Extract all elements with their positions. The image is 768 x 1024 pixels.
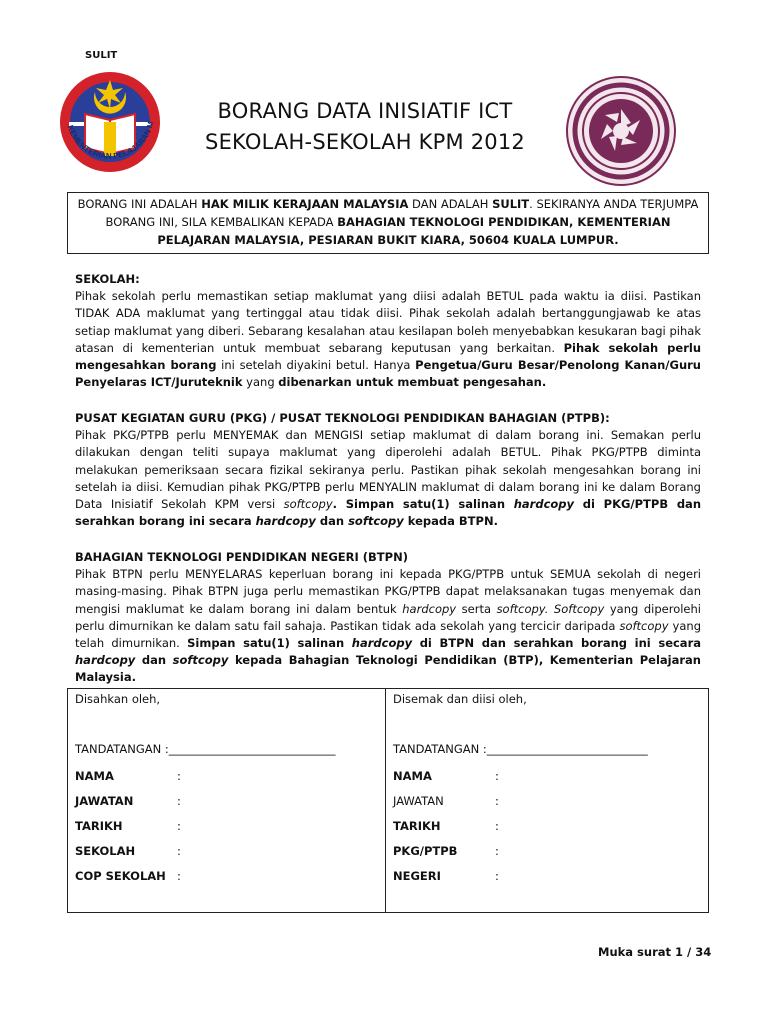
section-btpn-heading: BAHAGIAN TEKNOLOGI PENDIDIKAN NEGERI (BTPN) (75, 550, 408, 564)
body-bold: dan (135, 653, 173, 668)
body-bold-italic: hardcopy (351, 636, 413, 651)
body-text: ini setelah diyakini betul. Hanya (216, 358, 416, 373)
body-bold: kepada BTPN. (403, 514, 498, 529)
body-bold-italic: softcopy (172, 653, 229, 668)
notice-bold-1: HAK MILIK KERAJAAN MALAYSIA (201, 197, 409, 211)
body-bold: di PKG/PTPB dan serahkan borang ini secara (75, 497, 702, 529)
field-label: JAWATAN (393, 794, 444, 808)
field-separator: : (177, 819, 181, 833)
verified-by-header: Disahkan oleh, (75, 692, 161, 706)
body-bold: kepada Bahagian Teknologi Pendidikan (BTP), Kementerian Pelajaran Malaysia. (75, 653, 701, 685)
form-field-row[interactable] (75, 869, 181, 883)
field-separator: : (495, 794, 499, 808)
body-bold: di BTPN dan serahkan borang ini secara (412, 636, 701, 651)
section-pkg (75, 410, 701, 530)
body-italic: hardcopy (402, 601, 457, 616)
reviewed-by-header: Disemak dan diisi oleh, (393, 692, 527, 706)
notice-text-2: DAN ADALAH (408, 197, 493, 211)
field-separator: : (177, 844, 181, 858)
form-field-row[interactable] (75, 769, 181, 783)
body-bold: . Simpan satu(1) salinan (332, 497, 514, 512)
table-divider (385, 689, 386, 912)
section-btpn (75, 549, 701, 687)
body-bold-italic: hardcopy (255, 514, 316, 529)
field-label: NAMA (75, 769, 114, 783)
form-field-row[interactable] (75, 819, 181, 833)
body-bold: Pihak sekolah perlu mengesahkan borang (75, 340, 701, 373)
body-italic: softcopy (619, 618, 669, 633)
signature-table (67, 688, 709, 913)
section-pkg-heading: PUSAT KEGIATAN GURU (PKG) / PUSAT TEKNOLOGI PENDIDIKAN BAHAGIAN (PTPB): (75, 411, 610, 425)
notice-bold-3: BAHAGIAN TEKNOLOGI PENDIDIKAN, KEMENTERIAN PELAJARAN MALAYSIA, PESIARAN BUKIT KIARA, 50604 KUALA LUMPUR. (157, 215, 671, 247)
form-field-row[interactable] (393, 844, 499, 858)
field-label: JAWATAN (75, 794, 134, 808)
body-bold-italic: softcopy (348, 514, 404, 529)
body-italic: softcopy. Softcopy (496, 601, 605, 616)
signature-line[interactable]: TANDATANGAN :_____________________________ (75, 742, 336, 756)
document-title (180, 96, 550, 158)
notice-bold-2: SULIT (492, 197, 530, 211)
section-sekolah-heading: SEKOLAH: (75, 272, 140, 286)
notice-text-1: BORANG INI ADALAH (77, 197, 202, 211)
section-pkg-body (75, 427, 701, 530)
title-line-2: SEKOLAH-SEKOLAH KPM 2012 (205, 130, 525, 154)
body-bold: dan (315, 514, 349, 529)
field-separator: : (495, 769, 499, 783)
kpm-logo-text: KEMENTERIAN PELAJARAN M (65, 120, 156, 161)
body-italic: softcopy (283, 497, 333, 512)
sulit-label: SULIT (85, 50, 118, 61)
body-text: Pihak BTPN perlu MENYELARAS keperluan borang ini kepada PKG/PTPB untuk SEMUA sekolah di negeri masing-masing. Pihak BTPN juga perlu memastikan PKG/PTPB dapat melaksanakan tugas menyemak dan mengisi maklumat ke dalam borang ini dalam bentuk (75, 567, 701, 616)
body-text: yang diperolehi perlu dimurnikan ke dalam satu fail sahaja. Pastikan tidak ada sekolah yang tercicir daripada (75, 601, 701, 633)
field-label: TARIKH (75, 819, 123, 833)
notice-text-3: . SEKIRANYA ANDA TERJUMPA BORANG INI, SILA KEMBALIKAN KEPADA (105, 197, 699, 229)
form-field-row[interactable] (393, 794, 499, 808)
body-text: Pihak sekolah perlu memastikan setiap maklumat yang diisi adalah BETUL pada waktu ia diisi. Pastikan TIDAK ADA maklumat yang tertinggal atau tidak diisi. Pihak sekolah adalah bertanggungjawab ke atas setiap maklumat yang diberi. Sebarang kesalahan atau kesilapan boleh menyebabkan kesukaran bagi pihak atasan di kementerian untuk membuat sebarang keputusan yang berkaitan. (75, 289, 701, 355)
body-text: Pihak PKG/PTPB perlu MENYEMAK dan MENGISI setiap maklumat di dalam borang ini. Semakan perlu dilakukan dengan teliti supaya maklumat yang diperolehi adalah BETUL. Pihak PKG/PTPB diminta melakukan pemeriksaan secara fizikal sekiranya perlu. Pastikan pihak sekolah mengesahkan borang ini setelah ia diisi. Kemudian pihak PKG/PTPB perlu MENYALIN maklumat di dalam borang ini ke dalam Borang Data Inisiatif Sekolah KPM versi (75, 428, 701, 512)
field-label: TARIKH (393, 819, 441, 833)
title-line-1: BORANG DATA INISIATIF ICT (217, 99, 513, 123)
signature-line[interactable]: TANDATANGAN :____________________________ (393, 742, 648, 756)
field-label: PKG/PTPB (393, 844, 458, 858)
body-bold-italic: hardcopy (513, 497, 575, 512)
form-field-row[interactable] (75, 844, 181, 858)
field-label: NAMA (393, 769, 432, 783)
section-sekolah-body (75, 288, 701, 391)
field-separator: : (495, 844, 499, 858)
form-field-row[interactable] (75, 794, 181, 808)
field-separator: : (177, 794, 181, 808)
ownership-notice (67, 192, 709, 254)
body-text: yang (242, 375, 279, 390)
section-sekolah (75, 271, 701, 391)
form-field-row[interactable] (393, 869, 499, 883)
field-label: SEKOLAH (75, 844, 136, 858)
field-separator: : (495, 819, 499, 833)
field-label: COP SEKOLAH (75, 869, 166, 883)
kpm-logo (55, 62, 165, 182)
form-field-row[interactable] (393, 819, 499, 833)
field-separator: : (177, 769, 181, 783)
page-number: Muka surat 1 / 34 (598, 945, 712, 959)
body-text: serta (456, 601, 497, 616)
section-btpn-body (75, 566, 701, 686)
field-separator: : (177, 869, 181, 883)
form-field-row[interactable] (393, 769, 499, 783)
body-bold: Pengetua/Guru Besar/Penolong Kanan/Guru Penyelaras ICT/Juruteknik (75, 358, 701, 390)
aperture-seal-logo (565, 75, 677, 187)
body-bold-italic: hardcopy (75, 653, 136, 668)
field-separator: : (495, 869, 499, 883)
body-bold: Simpan satu(1) salinan (187, 636, 352, 651)
body-text: yang telah dimurnikan. (75, 618, 701, 651)
body-bold: dibenarkan untuk membuat pengesahan. (278, 375, 547, 390)
field-label: NEGERI (393, 869, 441, 883)
